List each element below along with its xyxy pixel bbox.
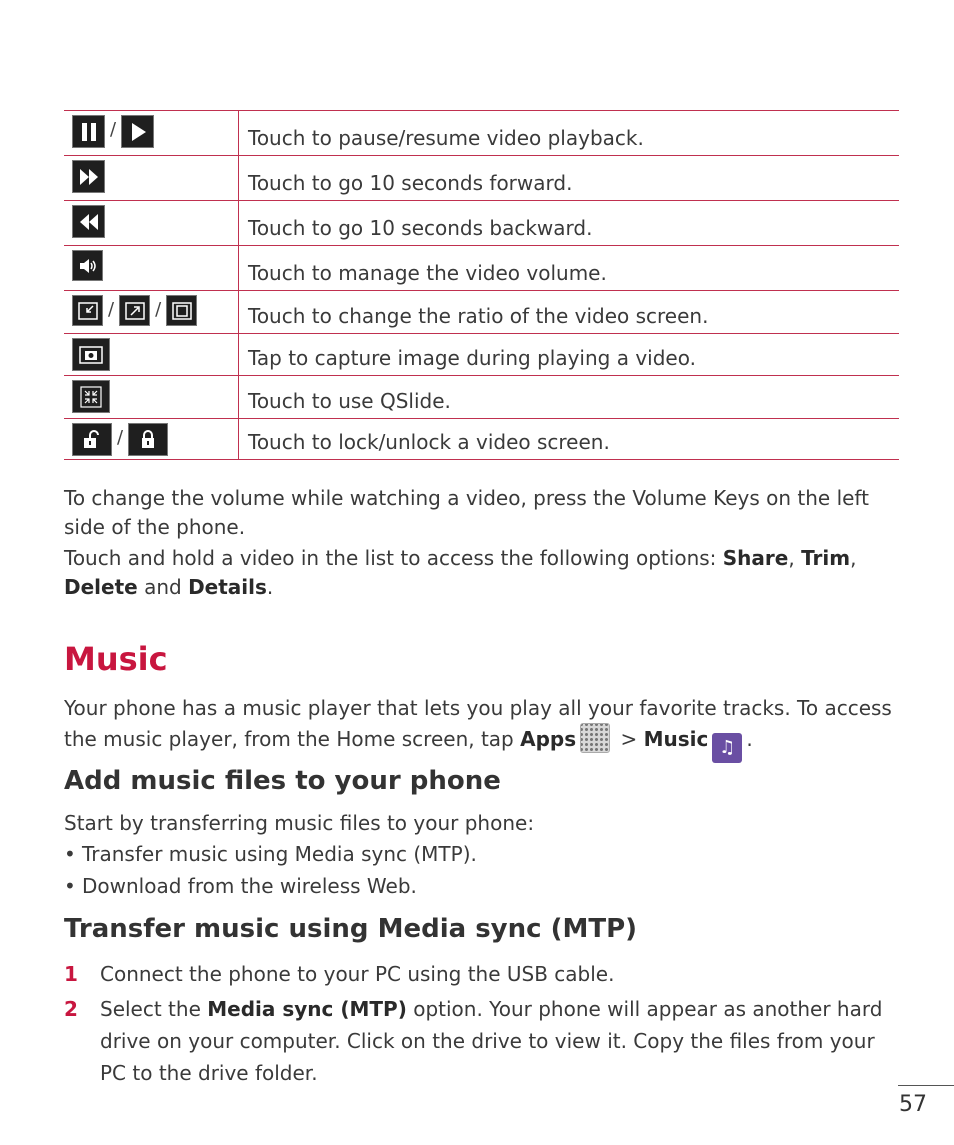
ratio-expand-icon <box>119 295 150 326</box>
row-description: Touch to change the ratio of the video screen. <box>248 304 709 328</box>
fast-forward-icon <box>72 160 105 193</box>
music-heading: Music <box>64 640 168 678</box>
row-description: Tap to capture image during playing a video. <box>248 346 696 370</box>
media-sync-option: Media sync (MTP) <box>207 997 407 1021</box>
music-paragraph: Your phone has a music player that lets you play all your favorite tracks. To access the music player, from the Home screen, tap Apps > Music ♫ . <box>64 694 894 763</box>
music-app-icon: ♫ <box>712 733 742 763</box>
row-description: Touch to go 10 seconds forward. <box>248 171 573 195</box>
row-description: Touch to manage the video volume. <box>248 261 607 285</box>
unlock-icon <box>72 423 112 456</box>
music-label: Music <box>643 727 709 751</box>
icon-cell <box>64 111 239 155</box>
controls-table <box>64 110 899 460</box>
add-intro: Start by transferring music files to your phone: <box>64 811 535 835</box>
table-row <box>64 156 899 201</box>
table-row: / / Touch to change the ratio of the video screen. <box>64 291 899 334</box>
list-item: • Transfer music using Media sync (MTP). <box>64 842 477 866</box>
pause-icon <box>72 115 105 148</box>
table-row <box>64 376 899 419</box>
delete-option: Delete <box>64 575 138 599</box>
list-item: • Download from the wireless Web. <box>64 874 417 898</box>
row-description: Touch to go 10 seconds backward. <box>248 216 593 240</box>
volume-icon <box>72 250 103 281</box>
rewind-icon <box>72 205 105 238</box>
volume-paragraph: To change the volume while watching a video, press the Volume Keys on the left side of the phone. <box>64 486 869 539</box>
qslide-icon <box>72 380 110 413</box>
step-number: 2 <box>64 997 78 1021</box>
share-option: Share <box>722 546 789 570</box>
row-description: Touch to pause/resume video playback. <box>248 126 644 150</box>
ratio-shrink-icon <box>72 295 103 326</box>
apps-icon <box>580 723 610 753</box>
apps-label: Apps <box>520 727 577 751</box>
transfer-heading: Transfer music using Media sync (MTP) <box>64 914 638 944</box>
step-text: Select the Media sync (MTP) option. Your phone will appear as another hard drive on your computer. Click on the drive to view it. Copy the files from your PC to the drive folder. <box>100 997 883 1085</box>
page-number: 57 <box>899 1092 927 1117</box>
row-description: Touch to lock/unlock a video screen. <box>248 430 610 454</box>
table-row <box>64 201 899 246</box>
page-number-rule <box>898 1085 954 1086</box>
table-row: / Touch to lock/unlock a video screen. <box>64 419 899 460</box>
table-row <box>64 334 899 376</box>
trim-option: Trim <box>801 546 851 570</box>
row-description: Touch to use QSlide. <box>248 389 451 413</box>
capture-icon <box>72 338 110 371</box>
step-number: 1 <box>64 962 78 986</box>
step-text: Connect the phone to your PC using the USB cable. <box>100 962 615 986</box>
ratio-fit-icon <box>166 295 197 326</box>
details-option: Details <box>188 575 267 599</box>
add-music-heading: Add music files to your phone <box>64 766 501 796</box>
table-row <box>64 111 899 156</box>
separator: / <box>110 119 117 140</box>
options-paragraph: Touch and hold a video in the list to access the following options: Share, Trim, Delete and Details. <box>64 546 857 599</box>
play-icon <box>121 115 154 148</box>
table-row <box>64 246 899 291</box>
lock-icon <box>128 423 168 456</box>
